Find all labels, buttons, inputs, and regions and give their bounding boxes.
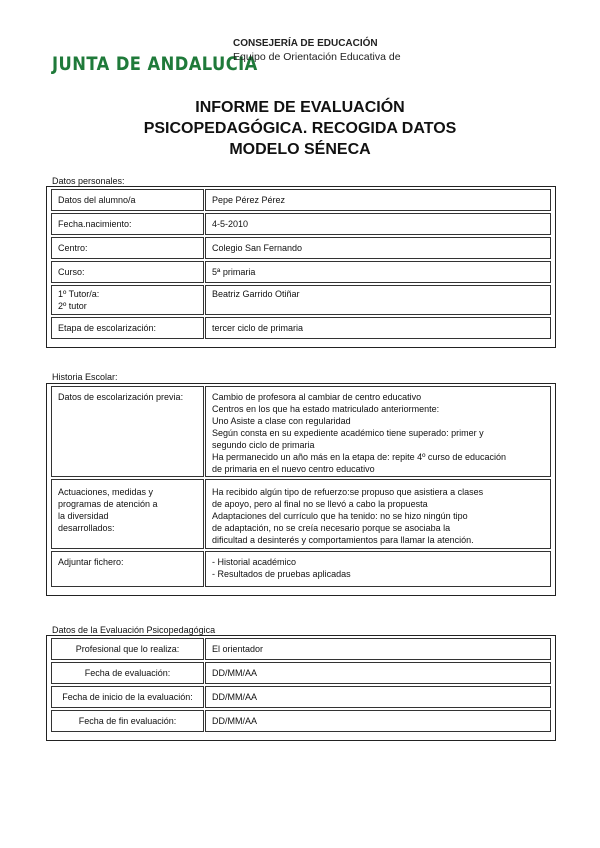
evaluation-date-value: DD/MM/AA: [205, 662, 551, 684]
personal-data-table: [46, 186, 556, 348]
text-line: de apoyo, pero al final no se llevó a cabo la propuesta: [212, 499, 428, 509]
team-name: Equipo de Orientación Educativa de: [233, 51, 401, 63]
field-label: programas de atención a: [58, 499, 158, 509]
field-label: Datos de escolarización previa:: [58, 392, 184, 402]
attachment-item[interactable]: - Historial académico: [212, 557, 297, 567]
table-row: [51, 638, 551, 660]
table-row: [51, 479, 551, 549]
tutor-value: Beatriz Garrido Otiñar: [205, 285, 551, 315]
evaluation-end-value: DD/MM/AA: [205, 710, 551, 732]
text-line: Centros en los que ha estado matriculado anteriormente:: [212, 404, 440, 414]
attach-file-label: [51, 551, 204, 587]
previous-schooling-value: [205, 386, 551, 477]
table-row: [51, 551, 551, 587]
table-row: [51, 710, 551, 732]
text-line: Ha permanecido un año más en la etapa de: repite 4º curso de educación: [212, 452, 506, 462]
text-line: de primaria en el nuevo centro educativo: [212, 464, 375, 474]
attached-files-value[interactable]: [205, 551, 551, 587]
field-label: Actuaciones, medidas y: [58, 487, 154, 497]
text-line: de adaptación, no se creía necesario porque se asociaba la: [212, 523, 451, 533]
junta-logo: JUNTA DE ANDALUCIA: [52, 53, 258, 75]
document-title: [0, 97, 600, 160]
evaluation-data-table: [46, 635, 556, 741]
department-name: CONSEJERÍA DE EDUCACIÓN: [233, 38, 378, 49]
text-line: Adaptaciones del currículo que ha tenido: no se hizo ningún tipo: [212, 511, 468, 521]
field-label: Datos del alumno/a: [51, 189, 204, 211]
table-row: [51, 386, 551, 477]
diversity-measures-value: [205, 479, 551, 549]
field-label: 2º tutor: [58, 301, 87, 311]
student-name-value: Pepe Pérez Pérez: [205, 189, 551, 211]
text-line: dificultad a desinterés y comportamientos para llamar la atención.: [212, 535, 474, 545]
attachment-item[interactable]: - Resultados de pruebas aplicadas: [212, 569, 351, 579]
field-label: Adjuntar fichero:: [58, 557, 124, 567]
field-label: Fecha de evaluación:: [51, 662, 204, 684]
field-label: Etapa de escolarización:: [51, 317, 204, 339]
table-row: [51, 213, 551, 235]
field-label: la diversidad: [58, 511, 109, 521]
text-line: segundo ciclo de primaria: [212, 440, 315, 450]
field-label: Profesional que lo realiza:: [51, 638, 204, 660]
history-section-label: Historia Escolar:: [52, 372, 118, 382]
text-line: Según consta en su expediente académico tiene superado: primer y: [212, 428, 484, 438]
tutor-labels: [51, 285, 204, 315]
table-row: [51, 686, 551, 708]
title-line-2: PSICOPEDAGÓGICA. RECOGIDA DATOS: [143, 120, 457, 137]
school-history-table: [46, 383, 556, 596]
field-label: 1º Tutor/a:: [58, 289, 100, 299]
table-row: [51, 662, 551, 684]
birthdate-value: 4-5-2010: [205, 213, 551, 235]
course-value: 5ª primaria: [205, 261, 551, 283]
field-label: desarrollados:: [58, 523, 115, 533]
field-label: Curso:: [51, 261, 204, 283]
field-label: Fecha de fin evaluación:: [51, 710, 204, 732]
field-label: Fecha.nacimiento:: [51, 213, 204, 235]
text-line: Ha recibido algún tipo de refuerzo:se propuso que asistiera a clases: [212, 487, 484, 497]
table-row: [51, 317, 551, 339]
table-row: [51, 189, 551, 211]
stage-value: tercer ciclo de primaria: [205, 317, 551, 339]
field-label: Centro:: [51, 237, 204, 259]
diversity-measures-label: [51, 479, 204, 549]
table-row: [51, 261, 551, 283]
evaluation-section-label: Datos de la Evaluación Psicopedagógica: [52, 625, 216, 635]
personal-section-label: Datos personales:: [52, 176, 125, 186]
previous-schooling-label: [51, 386, 204, 477]
text-line: Uno Asiste a clase con regularidad: [212, 416, 351, 426]
evaluation-start-value: DD/MM/AA: [205, 686, 551, 708]
table-row: [51, 285, 551, 315]
title-line-3: MODELO SÉNECA: [229, 141, 371, 158]
school-value: Colegio San Fernando: [205, 237, 551, 259]
text-line: Cambio de profesora al cambiar de centro educativo: [212, 392, 422, 402]
table-row: [51, 237, 551, 259]
field-label: Fecha de inicio de la evaluación:: [51, 686, 204, 708]
title-line-1: INFORME DE EVALUACIÓN: [195, 99, 405, 116]
evaluator-value: El orientador: [205, 638, 551, 660]
